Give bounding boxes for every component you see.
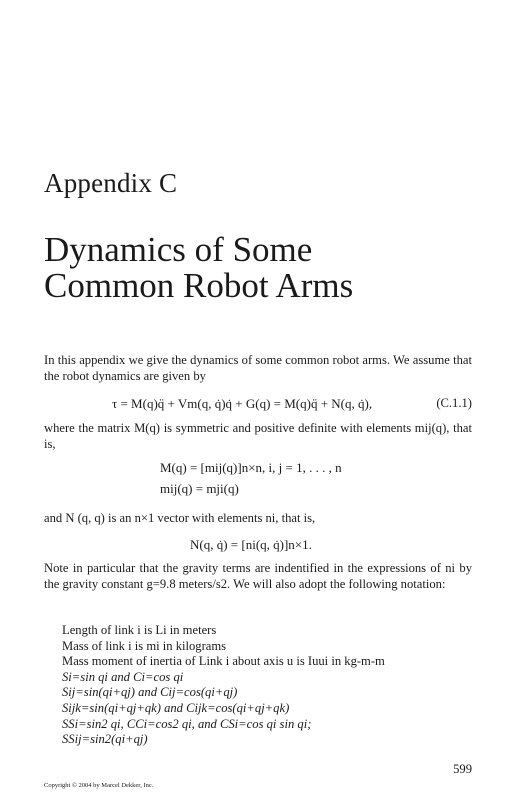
chapter-title [44, 232, 484, 304]
notation-item: SSij=sin2(qi+qj) [62, 732, 148, 747]
note-paragraph: Note in particular that the gravity terms are indentified in the expressions of ni by the gravity constant g=9.8 meters/s2. We will also adopt the following notation: [44, 561, 472, 591]
notation-list [62, 623, 385, 748]
copyright-notice: Copyright © 2004 by Marcel Dekker, Inc. [44, 782, 154, 789]
and-paragraph: and N (q, q) is an n×1 vector with elements ni, that is, [44, 511, 316, 525]
equation-number: (C.1.1) [436, 396, 472, 410]
where-paragraph: where the matrix M(q) is symmetric and positive definite with elements mij(q), that is, [44, 421, 472, 451]
notation-item: Sijk=sin(qi+qj+qk) and Cijk=cos(qi+qj+qk) [62, 700, 290, 715]
notation-item: Sij=sin(qi+qj) and Cij=cos(qi+qj) [62, 685, 238, 700]
page-number: 599 [453, 762, 472, 776]
appendix-label: Appendix C [44, 168, 178, 198]
equation-n-vector: N(q, q̇) = [ni(q, q̇)]n×1. [190, 537, 312, 552]
equation-m-symmetric: mij(q) = mji(q) [160, 481, 239, 496]
notation-item: Length of link i is Li in meters [62, 623, 217, 637]
notation-item: Mass of link i is mi in kilograms [62, 638, 227, 653]
chapter-title-line-1: Dynamics of Some [44, 230, 313, 269]
equation-main: τ = M(q)q̈ + Vm(q, q̇)q̇ + G(q) = M(q)q̈ + N(q, q̇), [112, 396, 373, 411]
notation-item: Si=sin qi and Ci=cos qi [62, 669, 184, 684]
notation-item: Mass moment of inertia of Link i about axis u is Iuui in kg-m-m [62, 654, 385, 669]
intro-paragraph: In this appendix we give the dynamics of some common robot arms. We assume that the robot dynamics are given by [44, 353, 472, 383]
chapter-title-line-2: Common Robot Arms [44, 266, 354, 305]
equation-m-matrix: M(q) = [mij(q)]n×n, i, j = 1, . . . , n [160, 460, 342, 475]
notation-item: SSi=sin2 qi, CCi=cos2 qi, and CSi=cos qi sin qi; [62, 716, 312, 731]
